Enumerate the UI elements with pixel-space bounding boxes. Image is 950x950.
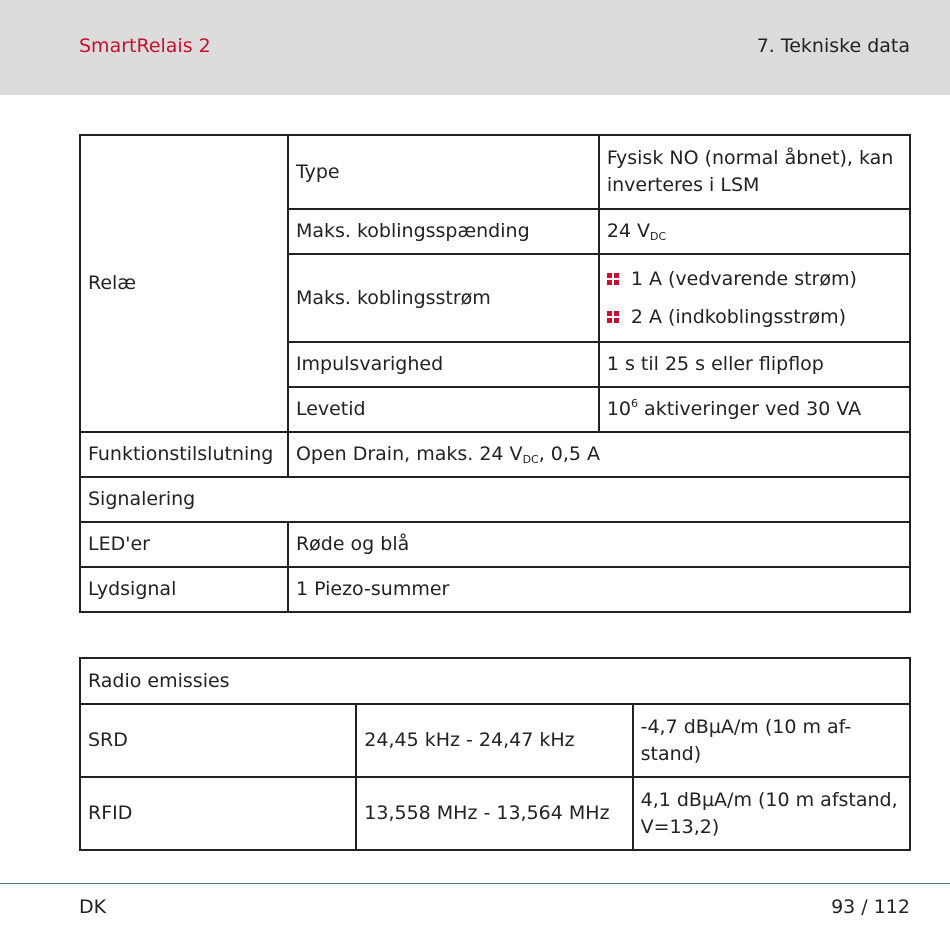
page-number: 93 / 112 — [831, 896, 910, 918]
footer-divider — [0, 883, 950, 884]
led-label: LED'er — [80, 522, 288, 567]
radio-title: Radio emissies — [80, 658, 910, 704]
radio-emission-table — [79, 657, 911, 851]
page-header — [0, 0, 950, 95]
current-label: Maks. koblingsstrøm — [288, 254, 599, 342]
sound-label: Lydsignal — [80, 567, 288, 612]
life-value: $10^6$ aktiveringer ved 30 VA — [599, 387, 910, 432]
bullet-icon — [607, 273, 619, 285]
list-item: 1 A (vedvarende strøm) — [607, 260, 902, 298]
radio-frequency: 24,45 kHz - 24,47 kHz — [356, 704, 632, 777]
radio-value: 4,1 dBµA/m (10 m afstand, V=13,2) — [633, 777, 910, 850]
list-item: 2 A (indkoblingsstrøm) — [607, 298, 902, 336]
bullet-icon — [607, 311, 619, 323]
radio-name: SRD — [80, 704, 356, 777]
table-row — [80, 777, 910, 850]
life-label: Levetid — [288, 387, 599, 432]
impulse-value: 1 s til 25 s eller flipflop — [599, 342, 910, 387]
voltage-label: Maks. koblingsspænding — [288, 209, 599, 254]
led-value: Røde og blå — [288, 522, 910, 567]
type-value: Fysisk NO (normal åbnet), kan inverteres i LSM — [599, 135, 910, 209]
function-value: Open Drain, maks. 24 $V_{DC}$, 0,5 A — [288, 432, 910, 477]
relay-spec-table — [79, 134, 911, 613]
current-value — [599, 254, 910, 342]
voltage-value: 24 $V_{DC}$ — [599, 209, 910, 254]
table-row — [80, 704, 910, 777]
radio-name: RFID — [80, 777, 356, 850]
sound-value: 1 Piezo-summer — [288, 567, 910, 612]
function-label: Funktionstilslutning — [80, 432, 288, 477]
type-label: Type — [288, 135, 599, 209]
impulse-label: Impulsvarighed — [288, 342, 599, 387]
section-title: 7. Tekniske data — [756, 35, 910, 57]
signaling-heading: Signalering — [80, 477, 910, 522]
product-name: SmartRelais 2 — [79, 35, 211, 57]
radio-frequency: 13,558 MHz - 13,564 MHz — [356, 777, 632, 850]
language-code: DK — [79, 896, 107, 918]
rele-label: Relæ — [80, 135, 288, 432]
radio-value: -4,7 dBµA/m (10 m af-stand) — [633, 704, 910, 777]
